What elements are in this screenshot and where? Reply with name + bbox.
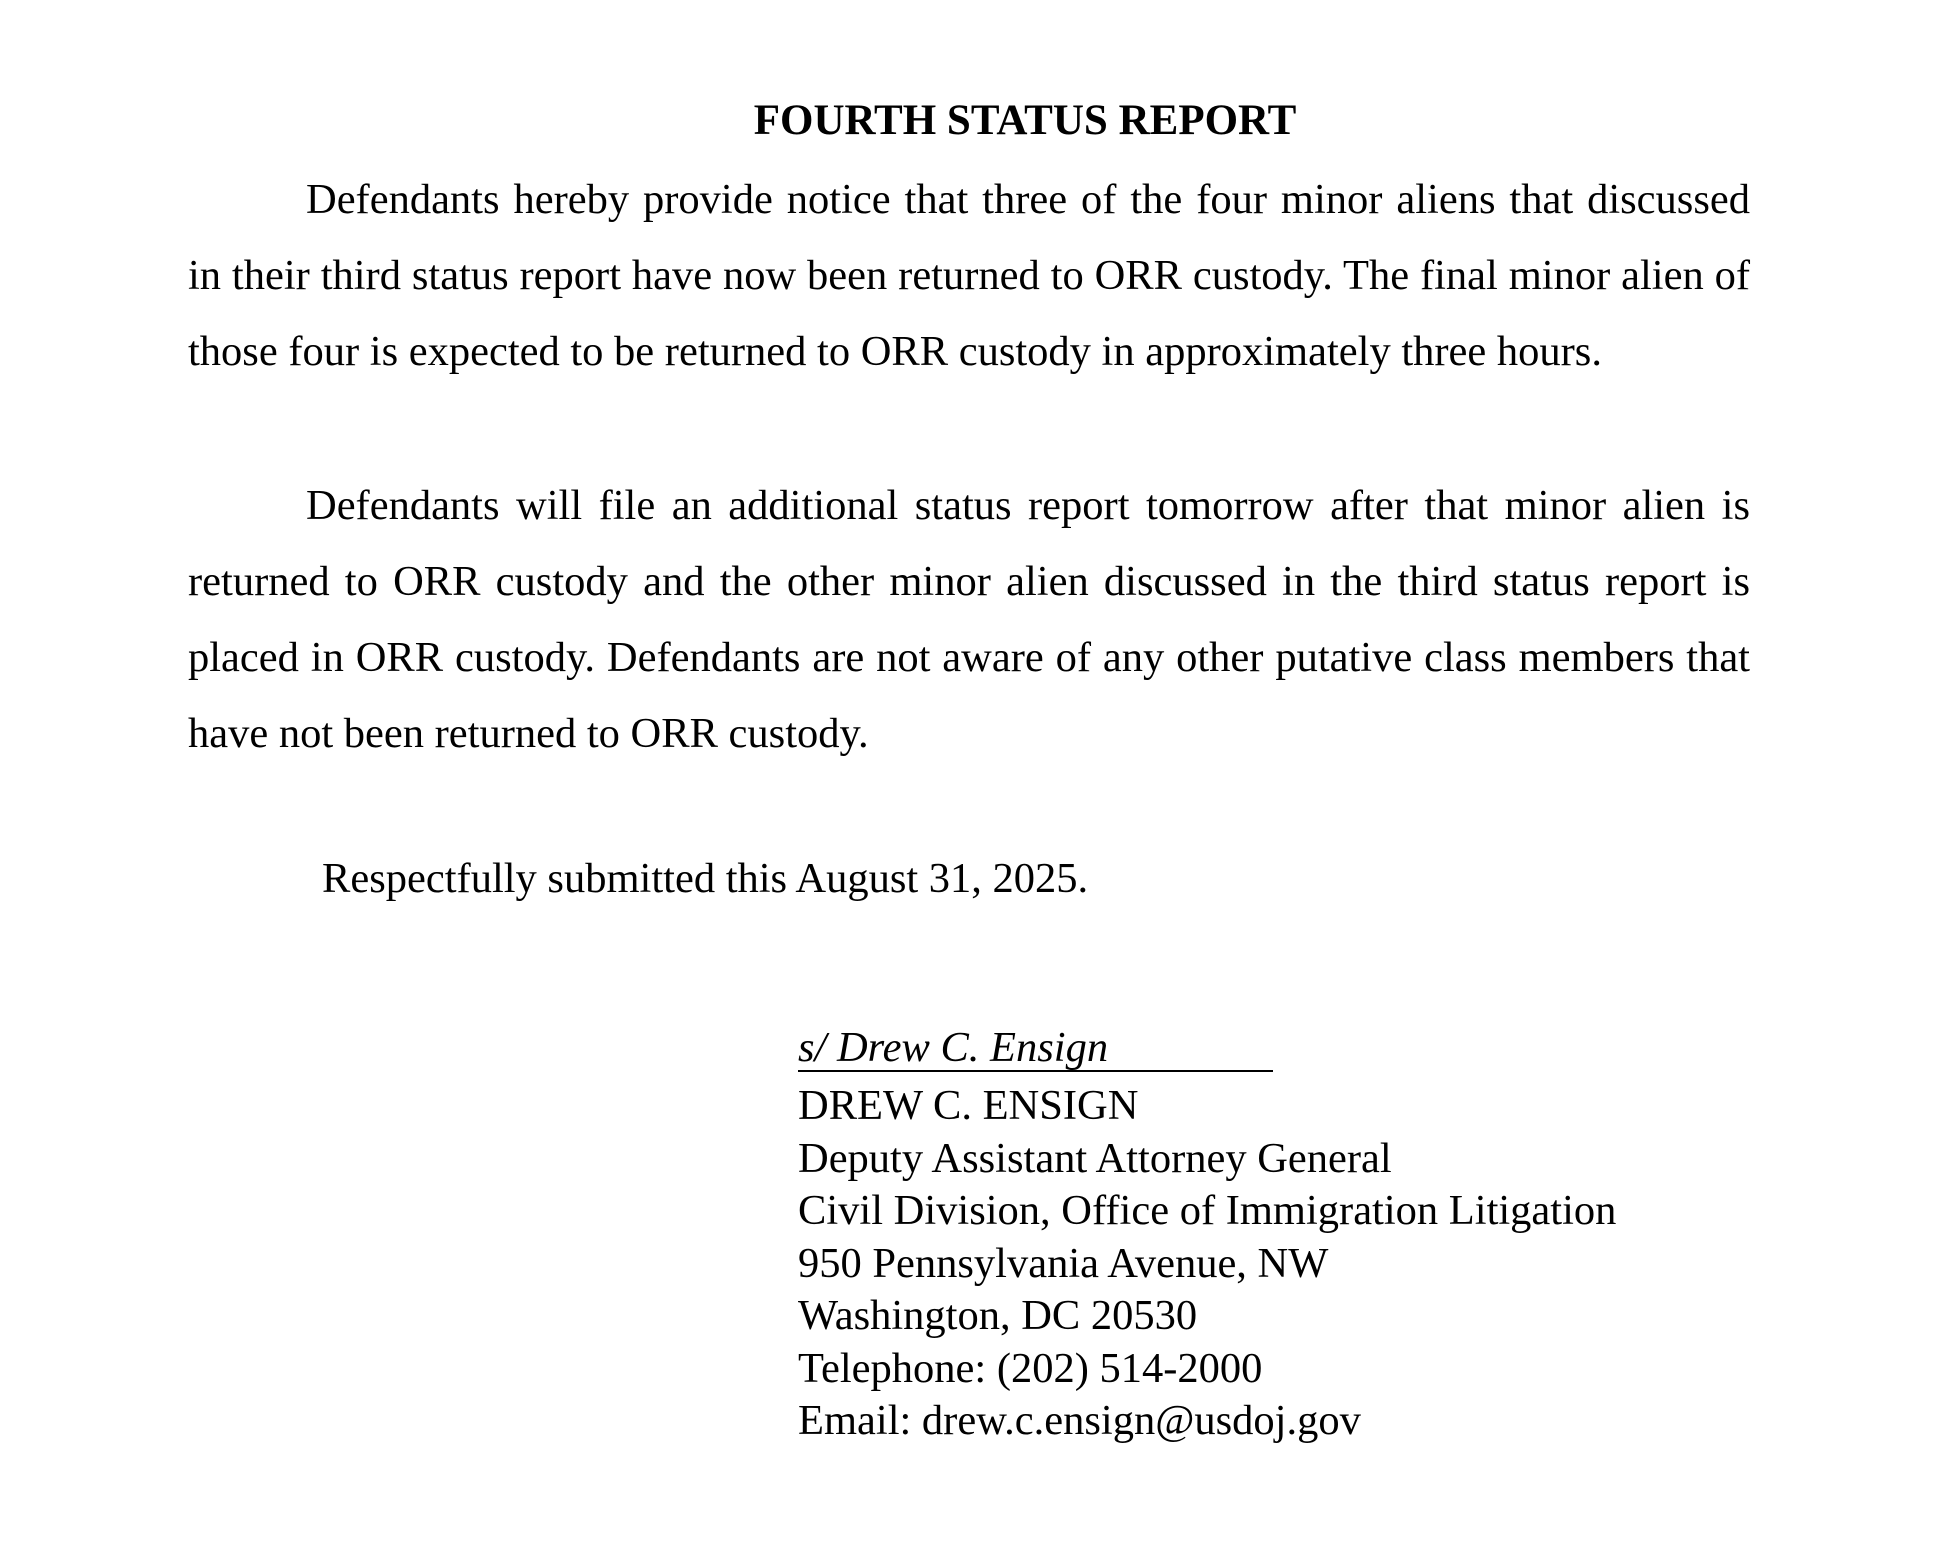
signer-name: DREW C. ENSIGN (798, 1082, 1139, 1129)
closing-statement: Respectfully submitted this August 31, 2025. (322, 855, 1089, 902)
body-paragraph-2: Defendants will file an additional status report tomorrow after that minor alien is returned to ORR custody and the other minor alien discussed in the third status report is placed in ORR custody. Defendants are not aware of any other putative class members that have not been returned to ORR custody. (188, 482, 1750, 757)
address-line-1: 950 Pennsylvania Avenue, NW (798, 1239, 1329, 1287)
signer-title: Deputy Assistant Attorney General (798, 1134, 1392, 1182)
document-title: FOURTH STATUS REPORT (753, 97, 1297, 144)
signature-line: s/ Drew C. Ensign (798, 1026, 1273, 1072)
signature-block (798, 1022, 1798, 1448)
address-line-2: Washington, DC 20530 (798, 1292, 1198, 1339)
email: Email: drew.c.ensign@usdoj.gov (798, 1397, 1361, 1444)
signer-division: Civil Division, Office of Immigration Litigation (798, 1187, 1617, 1234)
telephone: Telephone: (202) 514-2000 (798, 1344, 1263, 1392)
body-paragraph-1: Defendants hereby provide notice that three of the four minor aliens that discussed in their third status report have now been returned to ORR custody. The final minor alien of those four is expected to be returned to ORR custody in approximately three hours. (188, 176, 1750, 375)
